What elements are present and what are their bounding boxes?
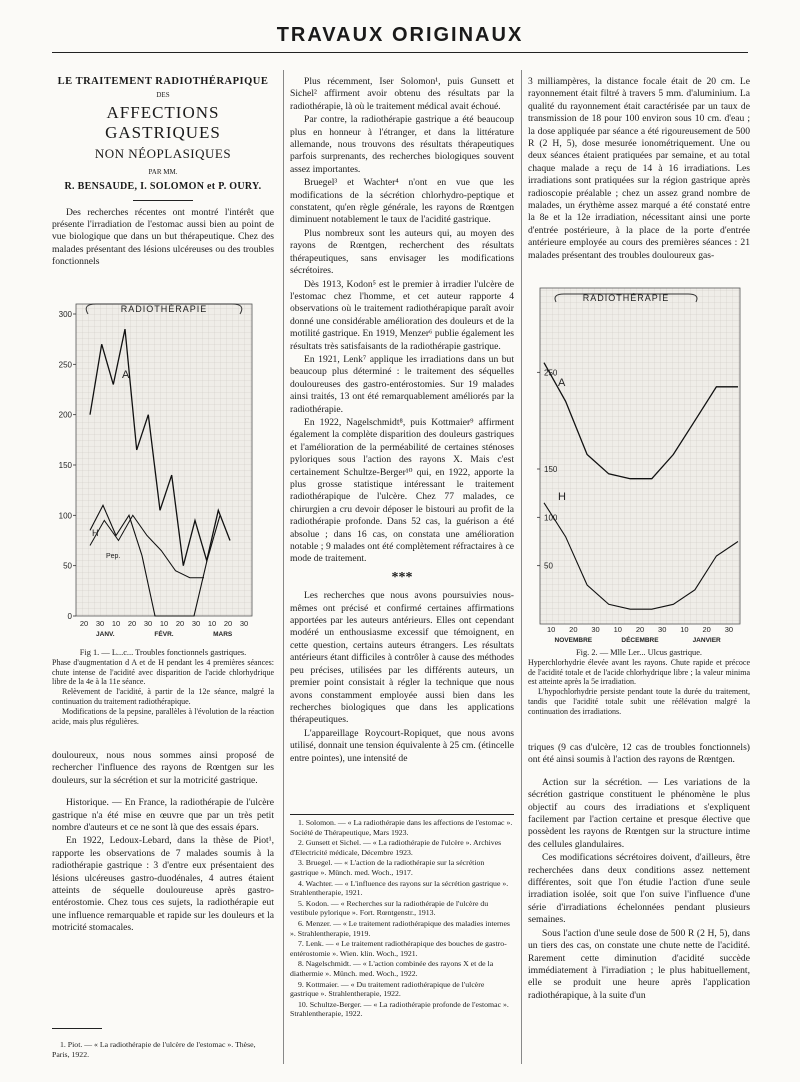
figure-1-caption-text: Phase d'augmentation d A et de H pendant les 4 premières séances: chute intense de l'acidité avec disparition de l'acide chlorhydrique libre de la 4e à la 11e séance. [52,657,274,687]
footnote-rule [290,814,514,815]
footnote: 2. Gunsett et Sichel. — « La radiothérapie de l'ulcère ». Archives d'Electricité médicale, Décembre 1923. [290,838,502,857]
paragraph: Ces modifications sécrétoires doivent, d'ailleurs, être recherchées dans deux conditions assez nettement différentes, soit que l'on étudie l'action d'une seule irradiation isolée, soit que l'on suive l'influence d'une série d'irradiations échelonnées pendant plusieurs semaines. [528,852,750,926]
y-tick-label: 100 [544,513,558,523]
article-title-des: DES [156,91,170,100]
figure-2-caption-title: Fig. 2. — Mlle Ler... Ulcus gastrique. [575,648,703,657]
y-tick-label: 200 [58,410,72,420]
paragraph: triques (9 cas d'ulcère, 12 cas de troubles fonctionnels) ont été ainsi soumis à l'action des rayons de Rœntgen. [528,742,750,766]
x-tick-label: 30 [95,619,105,628]
column-2 [290,76,514,766]
footnote: 3. Bruegel. — « L'action de la radiothérapie sur la sécrétion gastrique ». Münch. med. Woch., 1917. [290,858,485,877]
footnote: 1. Solomon. — « La radiothérapie dans les affections de l'estomac ». Société de Thérapeutique, Mars 1923. [290,818,513,837]
section-separator: *** [391,569,413,585]
y-tick-label: 250 [58,360,72,370]
series-label-h: H [92,528,99,538]
month-label: JANVIER [692,637,721,644]
series-label-a: A [122,369,130,381]
chart-title: RADIOTHÉRAPIE [120,304,208,314]
x-tick-label: 30 [239,619,249,628]
figure-1-caption-text: Relèvement de l'acidité, à partir de la 12e séance, malgré la continuation du traitement radiothérapique. [52,687,274,706]
x-tick-label: 20 [635,625,645,634]
running-header: TRAVAUX ORIGINAUX [276,24,524,46]
figure-2-caption-text: Hyperchlorhydrie élevée avant les rayons. Chute rapide et précoce de l'acidité totale et de l'acide chlorhydrique libre ; la valeur minima est atteinte après la 5e irradiation. [528,657,750,687]
y-tick-label: 100 [58,511,72,521]
x-tick-label: 20 [127,619,137,628]
figure-2-chart [528,284,750,644]
chart-grid [540,288,740,624]
month-label: DÉCEMBRE [621,637,659,644]
x-tick-label: 20 [175,619,185,628]
column-1-footnote [52,1040,274,1060]
figure-2-caption-text: L'hypochlorhydrie persiste pendant toute la durée du traitement, tandis que l'acidité totale subit une réélévation malgré la continuation des irradiations. [528,687,750,716]
y-tick-label: 0 [67,612,72,621]
series-label-h: H [558,491,566,503]
paragraph: Plus récemment, Iser Solomon¹, puis Gunsett et Sichel² affirment avoir obtenu des résultats par la radiothérapie, là où le traitement médical avait échoué. [290,76,514,112]
footnote: 5. Kodon. — « Recherches sur la radiothérapie de l'ulcère du vestibule pylorique ». Fort. Rœntgenstr., 1913. [290,898,489,918]
intro-paragraph: Des recherches récentes ont montré l'intérêt que présente l'irradiation de l'estomac aussi bien au point de vue biologique que dans un but thérapeutique. Chez des malades présentant des lésions ulcéreuses ou des troubles fonctionnels [52,206,274,268]
footnote: 1. Piot. — « La radiothérapie de l'ulcère de l'estomac ». Thèse, Paris, 1922. [52,1040,256,1059]
paragraph: En 1922, Nagelschmidt⁸, puis Kottmaier⁹ affirment également la complète disparition des douleurs gastriques et l'amélioration de la perméabilité de certaines sténoses pyloriques sous l'action des rayons X. Mais c'est certainement Schultze-Berger¹⁰ qui, en 1922, apporte la plus grosse statistique intéressant le traitement radiothérapique de l'ulcère. Chez 77 malades, ce chirurgien a cru devoir déposer le bistouri au profit de la radiothérapie profonde. Dans 52 cas, la guérison a été absolue ; dans 16 cas, on constata une amélioration notable ; 9 malades ont été complètement réfractaires à ce mode de traitement. [290,416,514,565]
paragraph: douloureux, nous nous sommes ainsi proposé de rechercher l'influence des rayons de Rœntgen sur les douleurs, sur la sécrétion et sur la motricité gastrique. [52,750,274,786]
x-tick-label: 20 [223,619,233,628]
paragraph: Bruegel³ et Wachter⁴ n'ont en vue que les modifications de la sécrétion chlorhydro-peptique et constatent, qu'en règle générale, les rayons de Rœntgen diminuent notablement le taux de l'acidité gastrique. [290,177,514,226]
article-title-line1: LE TRAITEMENT RADIOTHÉRAPIQUE [57,76,269,87]
column-3-bottom [528,742,750,1003]
chart-title: RADIOTHÉRAPIE [582,293,670,303]
x-tick-label: 20 [79,619,89,628]
footnote: 8. Nagelschmidt. — « L'action combinée des rayons X et de la diathermie ». Münch. med. Woch., 1922. [290,959,494,978]
y-tick-label: 250 [544,368,558,378]
column-divider [283,70,284,1064]
x-tick-label: 30 [591,625,600,634]
footnote: 6. Menzer. — « Le traitement radiothérapique des maladies internes ». Strahlentherapie, 1919. [290,918,510,938]
paragraph: Par contre, la radiothérapie gastrique a été beaucoup plus en honneur à l'étranger, et dans la littérature allemande, nous trouvons des résultats thérapeutiques parfois surprenants, des recherches biologiques souvent assez importantes. [290,114,514,175]
figure-1-caption-text: Modifications de la pepsine, parallèles à l'évolution de la réaction acide, mais plus régulières. [52,706,274,726]
article-title-sub: NON NÉOPLASIQUES [94,145,232,161]
y-tick-label: 50 [63,561,72,571]
section-action-secretion: Action sur la sécrétion. — Les variations de la sécrétion gastrique constituent le phénomène le plus objectif au cours des irradiations et s'expliquent facilement par l'action certaine et presque élective que possèdent les rayons de Rœntgen sur la structure intime des cellules glandulaires. [528,776,750,850]
column-3 [528,76,750,263]
x-tick-label: 20 [569,625,578,634]
title-rule [133,200,193,201]
footnote: 4. Wachter. — « L'influence des rayons sur la sécrétion gastrique ». Strahlentherapie, 1921. [290,878,509,898]
article-authors: R. BENSAUDE, I. SOLOMON et P. OURY. [64,181,262,193]
x-tick-label: 10 [207,619,217,628]
paragraph: Sous l'action d'une seule dose de 500 R (2 H, 5), dans un tiers des cas, on constate une chute nette de l'acidité. Rarement cette diminution d'acidité succède immédiatement à l'irradiation ; le plus habituellement, elle se produit une heure après l'application radiothérapique, à la suite d'un [528,927,750,1001]
paragraph: En 1921, Lenk⁷ applique les irradiations dans un but beaucoup plus déterminé : le traitement des séquelles douloureuses des gastro-entérostomies. Sur 19 malades ainsi traités, 13 ont été remarquablement améliorés par la radiothérapie. [290,353,514,415]
figure-1-chart [52,296,274,640]
series-label-pep: Pep. [106,553,121,560]
x-tick-label: 10 [680,625,689,634]
x-tick-label: 10 [546,625,556,634]
series-label-a: A [558,377,566,389]
x-tick-label: 30 [143,619,153,628]
header-rule [52,52,748,53]
column-1-bottom [52,750,274,936]
x-tick-label: 30 [191,619,201,628]
footnote: 10. Schultze-Berger. — « La radiothérapie profonde de l'estomac ». Strahlentherapie, 1922. [290,999,509,1019]
figure-1-caption [52,648,274,726]
x-tick-label: 30 [658,625,667,634]
paragraph: Les recherches que nous avons poursuivies nous-mêmes ont précisé et confirmé certaines affirmations apportées par les auteurs antérieurs. Elles ont cependant modéré un enthousiasme excessif que témoignent, en cette question, certains auteurs étrangers. Les résultats antérieurs étant difficiles à contrôler à cause des méthodes peu précises, utilisées par les différents auteurs, un premier point consistait à régler la technique que nous avons constamment employée aussi bien dans les recherches biologiques que dans les applications thérapeutiques. [290,590,514,726]
y-tick-label: 50 [544,561,553,571]
x-tick-label: 10 [613,625,622,634]
x-tick-label: 30 [724,625,734,634]
y-tick-label: 150 [544,465,558,474]
figure-1-caption-title: Fig 1. — L...c... Troubles fonctionnels gastriques. [79,648,247,657]
article-title-main: AFFECTIONS GASTRIQUES [105,102,221,142]
paragraph: En 1922, Ledoux-Lebard, dans la thèse de Piot¹, rapporte les observations de 7 malades soumis à la radiothérapie gastrique : 3 d'entre eux présentaient des lésions ulcéreuses gastro-duodénales, 4 autres étaient atteints de séquelle douloureuse après gastro-entérostomie. Chez tous ces sujets, la radiothérapie eut une influence remarquable et rapide sur les douleurs et la motricité stomacales. [52,835,274,934]
x-tick-label: 10 [159,619,169,628]
column-1 [52,76,274,270]
y-tick-label: 300 [58,310,72,319]
paragraph: Plus nombreux sont les auteurs qui, au moyen des rayons de Rœntgen, recherchent des résultats thérapeutiques, sans envisager les modifications sécrétoires. [290,227,514,277]
month-label: NOVEMBRE [554,637,593,644]
month-label: MARS [213,631,233,638]
section-historique: Historique. — En France, la radiothérapie de l'ulcère gastrique n'a été mise en œuvre que par un très petit nombre d'auteurs et ce ne sont là que des essais épars. [52,797,274,834]
x-tick-label: 20 [702,625,711,634]
paragraph: Dès 1913, Kodon⁵ est le premier à irradier l'ulcère de l'estomac chez l'homme, et cet auteur rapporte 4 observations où le traitement radiothérapique paraît avoir donné une considérable amélioration des douleurs et de la motilité gastrique. En 1919, Menzer⁶ publie également les résultats très satisfaisants de la radiothérapie gastrique. [290,278,514,352]
paragraph: L'appareillage Roycourt-Ropiquet, que nous avons utilisé, donnait une tension équivalente à 25 cm. (étincelle entre pointes), une intensité de [290,727,514,764]
footnote: 9. Kottmaier. — « Du traitement radiothérapique de l'ulcère gastrique ». Strahlentherapie, 1922. [290,979,485,999]
footnote: 7. Lenk. — « Le traitement radiothérapique des bouches de gastro-entérostomie ». Wien. klin. Woch., 1921. [290,939,507,958]
column-divider [521,70,522,1064]
y-tick-label: 150 [58,461,72,470]
x-tick-label: 10 [111,619,121,628]
month-label: JANV. [96,631,115,638]
column-2-footnotes [290,818,514,1020]
paragraph: 3 milliampères, la distance focale était de 20 cm. Le rayonnement était filtré à travers 5 mm. d'aluminium. La qualité du rayonnement était caractérisée par un taux de transmission de 18 pour 100 environ sous 10 cm. d'eau ; la dose appliquée par séance a été rigoureusement de 500 R (2 H, 5), dose mesurée ionométriquement. Une ou deux séances étaient pratiquées par semaine, et au total chaque malade a reçu de 14 à 16 irradiations. Les irradiations sont pratiquées sur la région gastrique après radioscopie préalable ; chez un assez grand nombre de malades, un érythème assez marqué a été constaté entre la 8e et la 12e irradiation, nécessitant ainsi une porte d'entrée postérieure, à la place de la porte d'entrée antérieure employée au cours des premières séances : 21 malades présentant des troubles douloureux gas- [528,76,750,261]
figure-2-caption [528,648,750,717]
chart-grid [76,304,252,616]
article-title-par: PAR MM. [148,167,178,176]
footnote-rule [52,1028,102,1029]
month-label: FÉVR. [154,631,174,638]
